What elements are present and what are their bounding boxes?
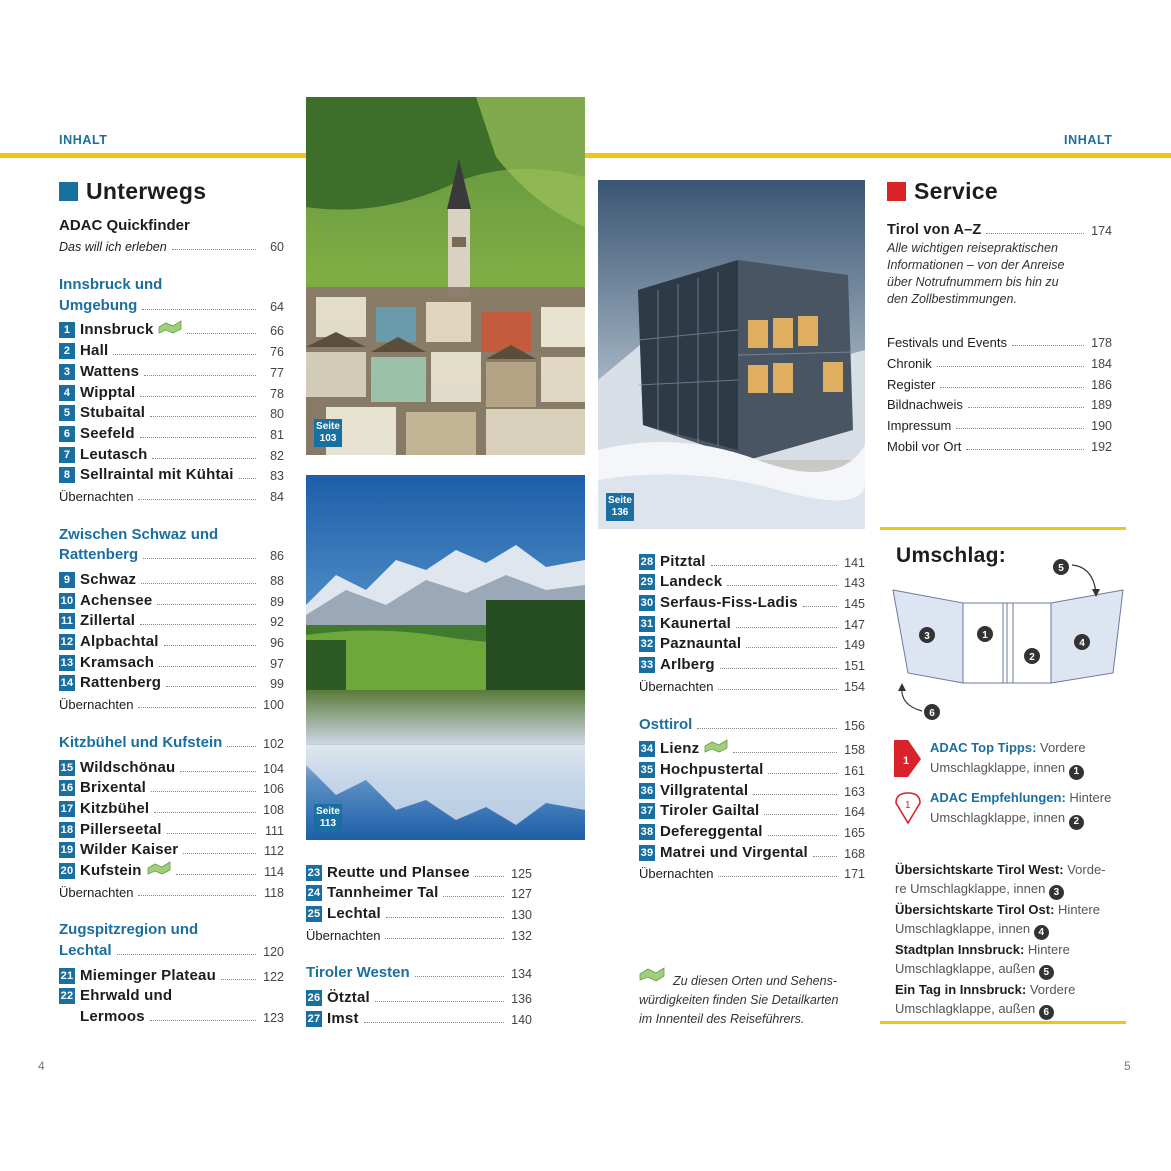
cover-diagram-num-1: 1 bbox=[982, 630, 988, 641]
cover-badge: 1 bbox=[1069, 765, 1084, 780]
lake-image bbox=[306, 475, 585, 840]
toc-region-entry[interactable]: Kitzbühel und Kufstein 102 bbox=[59, 733, 284, 751]
place-number-badge: 33 bbox=[640, 659, 654, 672]
toc-place-entry[interactable]: 14 Rattenberg 99 bbox=[60, 674, 284, 692]
toc-place-entry[interactable]: 15 Wildschönau 104 bbox=[60, 758, 284, 776]
place-number-badge: 20 bbox=[60, 864, 74, 877]
place-number-badge: 12 bbox=[60, 636, 74, 649]
place-number-badge: 7 bbox=[59, 447, 75, 463]
place-number-badge: 19 bbox=[60, 844, 74, 857]
place-number-badge: 35 bbox=[640, 763, 654, 776]
toc-region-entry[interactable]: Umgebung 64 bbox=[59, 296, 284, 314]
toc-place-entry[interactable]: 9 Schwaz 88 bbox=[59, 567, 284, 588]
service-entry[interactable]: Chronik 184 bbox=[887, 356, 1112, 372]
toc-place-entry[interactable]: 23 Reutte und Plansee 125 bbox=[307, 863, 532, 881]
cover-diagram bbox=[888, 555, 1133, 725]
quickfinder-entry[interactable]: Das will ich erleben 60 bbox=[59, 240, 284, 255]
toc-place-entry-cont[interactable]: Lermoos 123 bbox=[80, 1008, 284, 1026]
place-number-badge: 34 bbox=[640, 743, 654, 756]
toc-place-entry[interactable]: 16 Brixental 106 bbox=[60, 779, 284, 797]
toc-place-entry[interactable]: 26 Ötztal 136 bbox=[307, 989, 532, 1007]
place-number-badge: 10 bbox=[60, 594, 74, 607]
place-number-badge: 39 bbox=[640, 846, 654, 859]
place-number-badge: 26 bbox=[307, 992, 321, 1005]
toc-overnight-entry[interactable]: Übernachten 84 bbox=[59, 488, 284, 504]
toc-place-entry[interactable]: 34 Lienz 158 bbox=[640, 740, 865, 758]
detail-map-icon bbox=[147, 861, 171, 875]
place-number-badge: 9 bbox=[59, 572, 75, 588]
place-number-badge: 4 bbox=[59, 385, 75, 401]
toc-place-entry[interactable]: 12 Alpbachtal 96 bbox=[60, 633, 284, 651]
cover-maps-list: Übersichtskarte Tirol West: Vorde- re Umschlagklappe, innen 3 Übersichtskarte Tirol Ost: Hintere Umschlagklappe, innen 4 Stadtplan Innsbruck: Hintere Umschlagklappe, außen 5 Ein Tag in Innsbruck: Vordere Umschlagklappe, außen 6 bbox=[895, 860, 1120, 1020]
service-entry[interactable]: Festivals und Events 178 bbox=[887, 335, 1112, 351]
place-number-badge: 3 bbox=[59, 364, 75, 380]
toc-place-entry[interactable]: 35 Hochpustertal 161 bbox=[640, 760, 865, 778]
toc-region-entry[interactable]: Tiroler Westen 134 bbox=[306, 964, 532, 982]
cover-map-entry: Ein Tag in Innsbruck: Vordere bbox=[895, 982, 1076, 997]
toc-place-entry[interactable]: 2 Hall 76 bbox=[59, 338, 284, 359]
section-square-icon bbox=[887, 182, 906, 201]
place-number-badge: 2 bbox=[59, 343, 75, 359]
toc-place-entry[interactable]: 37 Tiroler Gailtal 164 bbox=[640, 802, 865, 820]
section-title-service bbox=[887, 178, 998, 205]
place-number-badge: 30 bbox=[640, 597, 654, 610]
service-entry[interactable]: Impressum 190 bbox=[887, 418, 1112, 434]
cover-title: Umschlag: bbox=[896, 544, 1007, 567]
toc-place-entry[interactable]: 10 Achensee 89 bbox=[60, 591, 284, 609]
service-az-entry[interactable]: Tirol von A–Z 174 bbox=[887, 221, 1112, 238]
place-number-badge: 16 bbox=[60, 782, 74, 795]
toc-place-entry[interactable]: 19 Wilder Kaiser 112 bbox=[60, 841, 284, 859]
tip-empfehlungen: ADAC Empfehlungen: Hintere Umschlagklappe, innen 2 bbox=[930, 788, 1125, 830]
toc-place-entry[interactable]: 29 Landeck 143 bbox=[640, 573, 865, 591]
toc-place-entry[interactable]: 39 Matrei und Virgental 168 bbox=[640, 843, 865, 861]
place-number-badge: 6 bbox=[59, 426, 75, 442]
cover-badge: 5 bbox=[1039, 965, 1054, 980]
page-ref-badge[interactable]: Seite 113 bbox=[314, 804, 342, 832]
place-number-badge: 37 bbox=[640, 805, 654, 818]
toc-place-entry[interactable]: 30 Serfaus-Fiss-Ladis 145 bbox=[640, 594, 865, 612]
toc-place-entry[interactable]: 7 Leutasch 82 bbox=[59, 442, 284, 463]
cover-badge: 6 bbox=[1039, 1005, 1054, 1020]
cover-badge: 4 bbox=[1034, 925, 1049, 940]
toc-place-entry[interactable]: 25 Lechtal 130 bbox=[307, 905, 532, 923]
toc-column-right bbox=[639, 549, 865, 881]
toc-place-entry[interactable]: 11 Zillertal 92 bbox=[60, 612, 284, 630]
toc-place-entry[interactable]: 33 Arlberg 151 bbox=[640, 656, 865, 674]
photo-wilder-kaiser-lake bbox=[306, 475, 585, 840]
cover-rule-bottom bbox=[880, 1021, 1126, 1024]
toc-place-entry[interactable]: 38 Defereggental 165 bbox=[640, 822, 865, 840]
toc-place-entry[interactable]: 17 Kitzbühel 108 bbox=[60, 799, 284, 817]
cover-map-entry: Stadtplan Innsbruck: Hintere bbox=[895, 942, 1070, 957]
village-image bbox=[306, 97, 585, 455]
place-number-badge: 5 bbox=[59, 405, 75, 421]
toc-overnight-entry[interactable]: Übernachten 118 bbox=[59, 884, 284, 900]
detail-map-icon bbox=[158, 320, 182, 334]
toc-place-entry[interactable]: 5 Stubaital 80 bbox=[59, 401, 284, 422]
header-rule-right bbox=[585, 153, 1171, 158]
toc-overnight-entry[interactable]: Übernachten 100 bbox=[59, 697, 284, 713]
toc-place-entry[interactable]: 21 Mieminger Plateau 122 bbox=[60, 966, 284, 984]
place-number-badge: 14 bbox=[60, 677, 74, 690]
toc-place-entry[interactable]: 18 Pillerseetal 111 bbox=[60, 820, 284, 838]
cover-badge: 2 bbox=[1069, 815, 1084, 830]
place-number-badge: 21 bbox=[60, 969, 74, 982]
place-number-badge: 15 bbox=[60, 761, 74, 774]
page-number-left: 4 bbox=[38, 1059, 45, 1073]
service-list bbox=[887, 217, 1112, 454]
toc-region-heading[interactable]: Innsbruck und bbox=[59, 276, 163, 294]
cover-diagram-num-3: 3 bbox=[924, 631, 930, 642]
empfehlung-marker-icon bbox=[894, 791, 922, 825]
detail-map-icon bbox=[704, 739, 728, 753]
header-rule-left bbox=[0, 153, 306, 158]
place-number-badge: 29 bbox=[640, 576, 654, 589]
glass-building-image bbox=[598, 180, 865, 529]
toc-place-entry[interactable]: 24 Tannheimer Tal 127 bbox=[307, 884, 532, 902]
toc-place-entry[interactable]: 20 Kufstein 114 bbox=[60, 861, 284, 879]
toc-place-entry[interactable]: 31 Kaunertal 147 bbox=[640, 614, 865, 632]
service-az-description: Alle wichtigen reisepraktischen Informationen – von der Anreise über Notrufnummern bis hin zu den Zollbestimmungen. bbox=[887, 240, 1065, 306]
toc-region-entry[interactable]: Osttirol 156 bbox=[639, 715, 865, 733]
toc-place-entry[interactable]: 27 Imst 140 bbox=[307, 1009, 532, 1027]
top-tipp-arrow-icon bbox=[894, 740, 922, 778]
cover-rule-top bbox=[880, 527, 1126, 530]
place-number-badge: 28 bbox=[640, 555, 654, 568]
toc-column-left bbox=[59, 213, 284, 1025]
cover-map-entry: Übersichtskarte Tirol West: Vorde- bbox=[895, 862, 1106, 877]
section-title-text: Service bbox=[914, 178, 998, 204]
toc-place-entry[interactable]: 8 Sellraintal mit Kühtai 83 bbox=[59, 463, 284, 484]
cover-diagram-num-5: 5 bbox=[1058, 563, 1064, 574]
place-number-badge: 11 bbox=[60, 615, 74, 628]
place-number-badge: 25 bbox=[307, 908, 321, 921]
toc-place-entry[interactable]: 13 Kramsach 97 bbox=[60, 653, 284, 671]
toc-region-entry[interactable]: Lechtal 120 bbox=[59, 942, 284, 959]
place-number-badge: 23 bbox=[307, 866, 321, 879]
page-ref-badge[interactable]: Seite 103 bbox=[314, 419, 342, 447]
map-note: Zu diesen Orten und Sehens- würdigkeiten finden Sie Detailkarten im Innenteil des Reiseführers. bbox=[639, 974, 839, 1026]
place-number-badge: 8 bbox=[59, 467, 75, 483]
toc-place-entry[interactable]: 6 Seefeld 81 bbox=[59, 421, 284, 442]
place-number-badge: 24 bbox=[307, 887, 321, 900]
place-number-badge: 18 bbox=[60, 823, 74, 836]
toc-place-entry[interactable]: 32 Paznauntal 149 bbox=[640, 635, 865, 653]
toc-overnight-entry[interactable]: Übernachten 132 bbox=[306, 927, 532, 943]
page-ref-badge[interactable]: Seite 136 bbox=[606, 493, 634, 521]
header-label-right: INHALT bbox=[1064, 133, 1113, 147]
place-number-badge: 38 bbox=[640, 825, 654, 838]
toc-region-entry[interactable]: Rattenberg 86 bbox=[59, 546, 284, 564]
cover-diagram-num-4: 4 bbox=[1079, 638, 1085, 649]
place-number-badge: 17 bbox=[60, 802, 74, 815]
toc-region-heading[interactable]: Zwischen Schwaz und bbox=[59, 525, 219, 543]
top-tipp-marker: 1 bbox=[903, 755, 910, 767]
service-entry[interactable]: Bildnachweis 189 bbox=[887, 397, 1112, 413]
service-entry[interactable]: Register 186 bbox=[887, 376, 1112, 392]
place-number-badge: 1 bbox=[59, 322, 75, 338]
cover-map-entry: Übersichtskarte Tirol Ost: Hintere bbox=[895, 902, 1100, 917]
place-number-badge: 27 bbox=[307, 1012, 321, 1025]
place-number-badge: 22 bbox=[60, 990, 74, 1003]
place-number-badge: 13 bbox=[60, 656, 74, 669]
empfehlung-marker: 1 bbox=[905, 800, 911, 811]
toc-place-entry[interactable]: 36 Villgratental 163 bbox=[640, 781, 865, 799]
place-number-badge: 31 bbox=[640, 617, 654, 630]
service-entry[interactable]: Mobil vor Ort 192 bbox=[887, 438, 1112, 454]
toc-place-entry[interactable]: 3 Wattens 77 bbox=[59, 359, 284, 380]
place-number-badge: 32 bbox=[640, 638, 654, 651]
page-number-right: 5 bbox=[1124, 1059, 1131, 1073]
toc-place-entry[interactable]: 22 Ehrwald und bbox=[60, 987, 173, 1005]
section-title-unterwegs bbox=[59, 178, 206, 205]
tip-top-tipps: ADAC Top Tipps: Vordere Umschlagklappe, innen 1 bbox=[930, 738, 1120, 780]
toc-overnight-entry[interactable]: Übernachten 154 bbox=[639, 678, 865, 694]
cover-diagram-num-6: 6 bbox=[929, 708, 935, 719]
photo-oetztal-glass-building bbox=[598, 180, 865, 529]
header-label-left: INHALT bbox=[59, 133, 108, 147]
section-title-text: Unterwegs bbox=[86, 178, 207, 204]
photo-kitzbuehel-village bbox=[306, 97, 585, 455]
toc-overnight-entry[interactable]: Übernachten 171 bbox=[639, 866, 865, 882]
toc-region-heading[interactable]: Zugspitzregion und bbox=[59, 921, 199, 939]
cover-badge: 3 bbox=[1049, 885, 1064, 900]
section-square-icon bbox=[59, 182, 78, 201]
toc-column-middle bbox=[306, 860, 532, 1027]
toc-place-entry[interactable]: 4 Wipptal 78 bbox=[59, 380, 284, 401]
toc-place-entry[interactable]: 1 Innsbruck 66 bbox=[59, 318, 284, 339]
place-number-badge: 36 bbox=[640, 784, 654, 797]
toc-place-entry[interactable]: 28 Pitztal 141 bbox=[640, 552, 865, 570]
quickfinder-title[interactable]: ADAC Quickfinder bbox=[59, 216, 190, 234]
cover-diagram-num-2: 2 bbox=[1029, 652, 1035, 663]
